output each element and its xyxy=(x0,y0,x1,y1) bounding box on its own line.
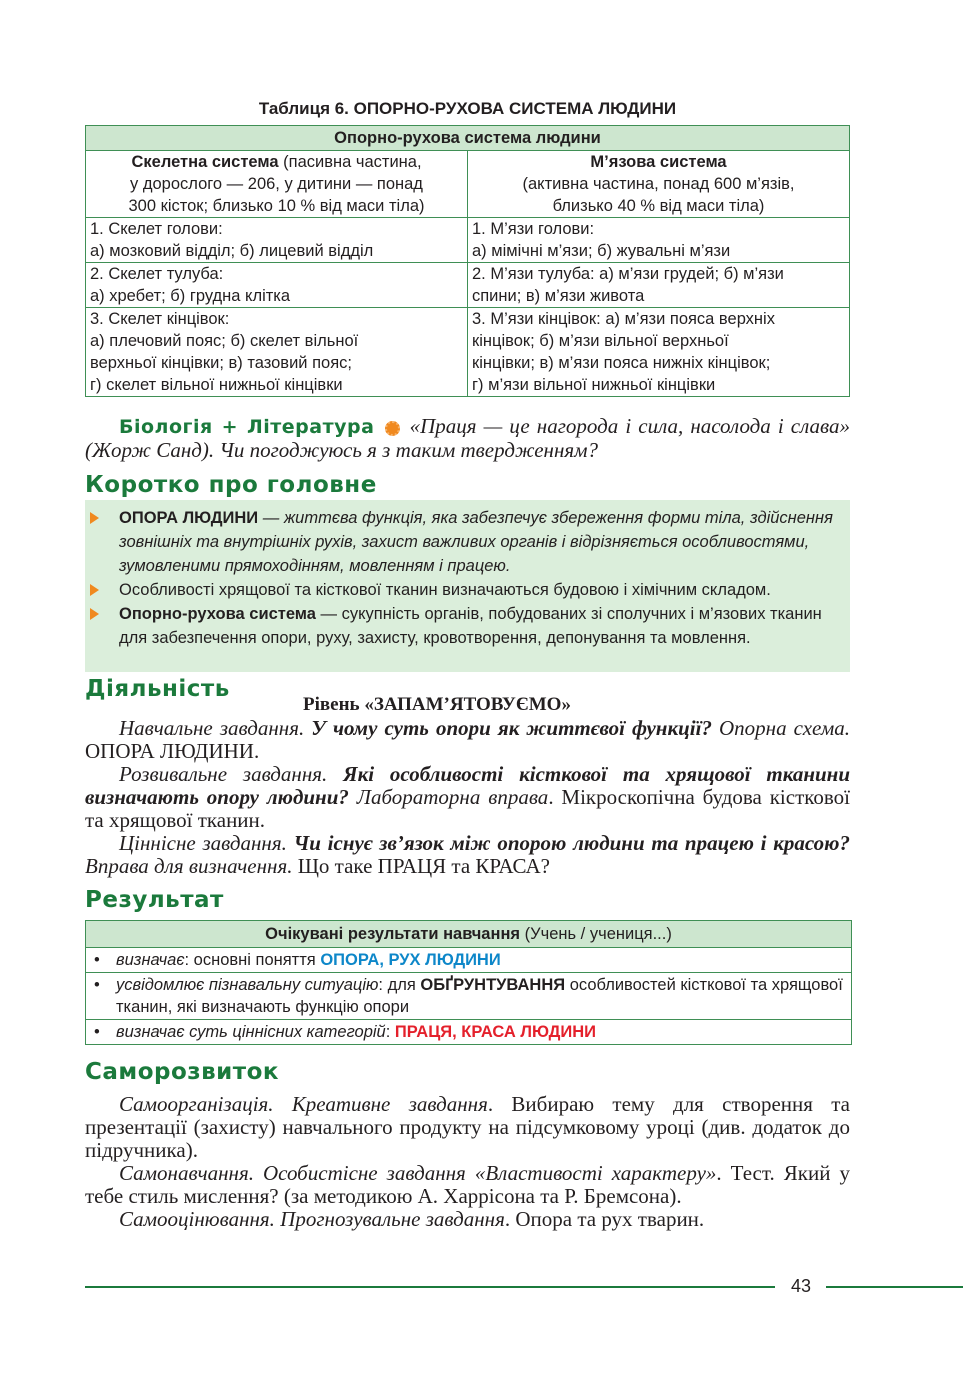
footer-rule xyxy=(826,1286,963,1288)
cell-line: кінцівки; в) м’язи пояса нижніх кінцівок; xyxy=(472,354,771,372)
task-form: Вправа для визначення. xyxy=(85,854,298,878)
bullet: • xyxy=(94,1023,100,1041)
cell-line: верхньої кінцівки; в) тазовий пояс; xyxy=(90,354,352,372)
skeletal-system-header xyxy=(86,151,468,218)
bio-lit-label: Біологія + Література xyxy=(119,416,375,438)
table-header: Опорно-рухова система людини xyxy=(86,126,850,151)
result-text: : для xyxy=(378,976,421,994)
activity-level: Рівень «ЗАПАМ’ЯТОВУЄМО» xyxy=(303,694,571,715)
table-row xyxy=(86,947,851,972)
task-type: Розвивальне завдання. xyxy=(119,762,344,786)
col1-desc-a: (пасивна частина, xyxy=(278,153,422,171)
skeletal-muscle-table xyxy=(85,125,850,397)
cell-line: кінцівок; б) м’язи вільної верхньої xyxy=(472,332,729,350)
result-highlight: ОПОРА, РУХ ЛЮДИНИ xyxy=(320,951,501,969)
bullet-arrow-icon xyxy=(90,584,99,596)
bio-lit-paragraph xyxy=(85,415,850,462)
activity-paragraph xyxy=(85,832,850,878)
table-cell xyxy=(86,263,468,308)
activity-text xyxy=(85,717,850,878)
cell-line: 1. М’язи голови: xyxy=(472,220,595,238)
page-number: 43 xyxy=(790,1276,812,1296)
cell-line: спини; в) м’язи живота xyxy=(472,287,645,305)
selfdev-text xyxy=(85,1093,850,1231)
col2-desc-b: близько 40 % від маси тіла) xyxy=(552,197,765,215)
activity-paragraph xyxy=(85,717,850,763)
cell-line: а) хребет; б) грудна клітка xyxy=(90,287,291,305)
table-cell xyxy=(86,218,468,263)
selfdev-paragraph xyxy=(85,1162,850,1208)
col2-desc-a: (активна частина, понад 600 м’язів, xyxy=(522,175,795,193)
result-text: : xyxy=(385,1023,395,1041)
table-caption: Таблиця 6. ОПОРНО-РУХОВА СИСТЕМА ЛЮДИНИ xyxy=(258,99,677,118)
task-topic: ОПОРА ЛЮДИНИ. xyxy=(85,739,260,763)
results-table xyxy=(85,920,852,1045)
table-row xyxy=(86,308,850,397)
selfdev-content: . Опора та рух тварин. xyxy=(504,1207,705,1231)
list-item xyxy=(85,602,850,650)
task-question: Чи існує зв’язок між опорою людини та працею і красою? xyxy=(293,831,850,855)
task-topic: Що таке ПРАЦЯ та КРАСА? xyxy=(297,854,550,878)
footer-rule xyxy=(85,1286,775,1288)
cell-line: а) мозковий відділ; б) лицевий відділ xyxy=(90,242,374,260)
summary-box xyxy=(85,500,850,672)
result-verb: визначає суть ціннісних категорій xyxy=(116,1023,386,1041)
bullet-arrow-icon xyxy=(90,608,99,620)
result-highlight: ПРАЦЯ, КРАСА ЛЮДИНИ xyxy=(394,1023,597,1041)
cell-line: 1. Скелет голови: xyxy=(90,220,223,238)
task-type: Навчальне завдання. xyxy=(119,716,312,740)
col1-title: Скелетна система xyxy=(131,153,279,171)
cell-line: а) плечовий пояс; б) скелет вільної xyxy=(90,332,359,350)
list-item xyxy=(85,500,850,578)
results-header-bold: Очікувані результати навчання xyxy=(265,925,521,943)
table-cell xyxy=(468,263,850,308)
selfdev-type: Самоорганізація. Креативне завдання xyxy=(119,1092,488,1116)
muscle-system-header xyxy=(468,151,850,218)
cell-line: 3. М’язи кінцівок: а) м’язи пояса верхніх xyxy=(472,310,775,328)
cell-line: 2. М’язи тулуба: а) м’язи грудей; б) м’язи xyxy=(472,265,784,283)
flower-icon xyxy=(385,421,400,436)
task-form: Лабораторна вправа xyxy=(348,785,549,809)
table-cell xyxy=(86,308,468,397)
task-topic: . Мікроскопічна будова кісткової та хрящової тканин. xyxy=(85,785,851,832)
selfdev-paragraph xyxy=(85,1208,850,1231)
section-title-activity: Діяльність xyxy=(85,676,230,702)
results-header-rest: (Учень / учениця...) xyxy=(520,925,672,943)
summary-term: Опорно-рухова система xyxy=(119,605,316,623)
result-verb: усвідомлює пізнавальну ситуацію xyxy=(116,976,379,994)
bullet-arrow-icon xyxy=(90,512,99,524)
section-title-summary: Коротко про головне xyxy=(85,472,377,498)
result-bold: ОБҐРУНТУВАННЯ xyxy=(420,976,566,994)
col2-title: М’язова система xyxy=(590,153,727,171)
cell-line: а) мімічні м’язи; б) жувальні м’язи xyxy=(472,242,731,260)
task-type: Ціннісне завдання. xyxy=(119,831,294,855)
table-row xyxy=(86,218,850,263)
results-header xyxy=(86,921,851,947)
selfdev-content: . Тест. Який у тебе стиль мислення? (за методикою А. Харрісона та Р. Бремсона). xyxy=(85,1161,850,1208)
bio-lit-quote: «Праця — це нагорода і сила, насолода і слава» (Жорж Санд). Чи погоджуюсь я з таким твердженням? xyxy=(85,414,851,462)
table-row xyxy=(86,972,851,1019)
col1-desc-b: у дорослого — 206, у дитини — понад xyxy=(130,175,423,193)
summary-definition: — сукупність органів, побудованих зі сполучних і м’язових тканин для забезпечення опори, руху, захисту, кровотворення, депонування та мовлення. xyxy=(119,605,822,647)
table-row xyxy=(86,1019,851,1044)
bullet: • xyxy=(94,951,100,969)
activity-paragraph xyxy=(85,763,850,832)
task-question: У чому суть опори як життєвої функції? xyxy=(311,716,712,740)
bullet: • xyxy=(94,976,100,994)
summary-definition: — життєва функція, яка забезпечує збереження форми тіла, здійснення зовнішніх та внутрішніх рухів, захист важливих органів і відрізняється особливостями, зумовленими прямоходінням, мовленням і працею. xyxy=(119,509,833,575)
cell-line: г) скелет вільної нижньої кінцівки xyxy=(90,376,343,394)
result-text: особливостей кісткової та хрящової тканин, які визначають функцію опори xyxy=(116,976,843,1016)
task-question: Які особливості кісткової та хрящової тканини визначають опору людини? xyxy=(85,762,851,809)
col1-desc-c: 300 кісток; близько 10 % від маси тіла) xyxy=(128,197,425,215)
section-title-selfdev: Саморозвиток xyxy=(85,1059,280,1085)
summary-term: ОПОРА ЛЮДИНИ xyxy=(119,509,259,527)
cell-line: 3. Скелет кінцівок: xyxy=(90,310,230,328)
task-form: Опорна схема. xyxy=(711,716,850,740)
table-cell xyxy=(468,218,850,263)
selfdev-type: Самооцінювання. Прогнозувальне завдання xyxy=(119,1207,505,1231)
result-text: : основні поняття xyxy=(184,951,321,969)
result-verb: визначає xyxy=(116,951,185,969)
summary-text: Особливості хрящової та кісткової тканин визначаються будовою і хімічним складом. xyxy=(119,581,771,599)
table-row xyxy=(86,263,850,308)
selfdev-content: . Вибираю тему для створення та презентації (захисту) навчального продукту на підсумковому уроці (див. додаток до підручника). xyxy=(85,1092,850,1162)
selfdev-type: Самонавчання. Особистісне завдання «Властивості характеру» xyxy=(119,1161,717,1185)
cell-line: 2. Скелет тулуба: xyxy=(90,265,224,283)
cell-line: г) м’язи вільної нижньої кінцівки xyxy=(472,376,716,394)
table-cell xyxy=(468,308,850,397)
section-title-result: Результат xyxy=(85,887,224,913)
selfdev-paragraph xyxy=(85,1093,850,1162)
list-item xyxy=(85,578,850,602)
